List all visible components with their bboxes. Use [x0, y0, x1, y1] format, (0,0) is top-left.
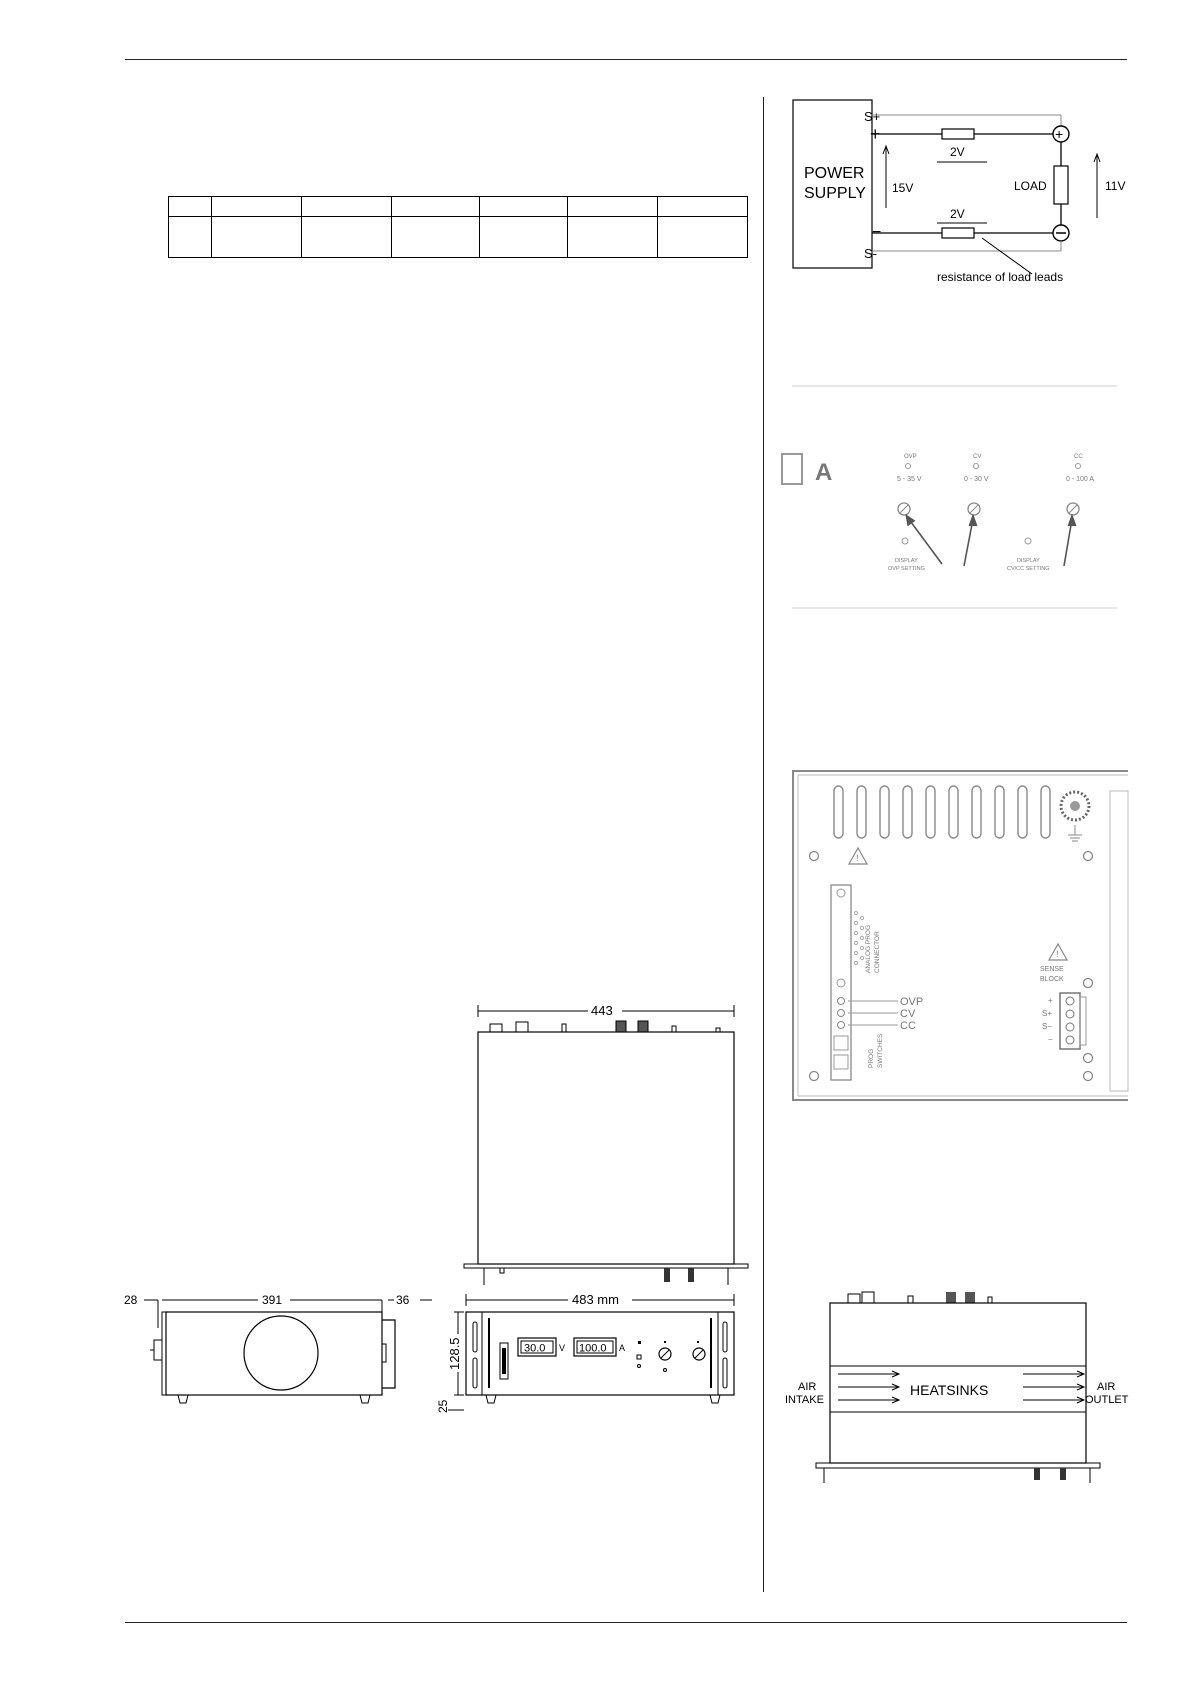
front-fitting — [500, 1268, 504, 1273]
pin — [860, 946, 863, 949]
rear-fitting — [848, 1294, 860, 1303]
front-panel-edge — [162, 1312, 166, 1395]
rack-slot — [473, 1322, 477, 1352]
power-supply-label: SUPPLY — [804, 185, 866, 202]
rear-fitting — [516, 1022, 528, 1032]
indicator-led — [697, 1341, 699, 1343]
rear-fitting — [862, 1292, 874, 1303]
leads-pointer — [982, 238, 1032, 274]
indicator-led — [664, 1341, 666, 1343]
table-cell — [169, 197, 212, 217]
ovp-pot[interactable] — [838, 998, 845, 1005]
front-knob — [1060, 1468, 1066, 1480]
lead-resistor-bottom — [942, 228, 974, 238]
foot — [710, 1395, 720, 1403]
table-cell — [302, 217, 392, 258]
heatsinks-label: HEATSINKS — [910, 1382, 989, 1398]
pin — [854, 911, 857, 914]
display-cvcc-button[interactable] — [1025, 538, 1031, 544]
column-divider — [763, 97, 764, 1592]
airflow-diagram — [785, 1288, 1138, 1483]
rear-fitting — [672, 1026, 676, 1032]
side-left-dimension: 28 — [124, 1293, 138, 1307]
top-view-body — [478, 1032, 734, 1264]
side-right-dimension: 36 — [396, 1293, 410, 1307]
plus-label: + — [870, 124, 881, 144]
s-plus-label: S+ — [864, 109, 881, 124]
warning-mark: ! — [856, 853, 859, 863]
analog-connector-label: CONNECTOR — [874, 931, 881, 973]
connector-screw — [837, 889, 845, 897]
current-unit: A — [619, 1343, 626, 1353]
cc-pot-label: CC — [900, 1020, 916, 1032]
vent-slot — [949, 786, 958, 838]
display-window — [782, 454, 802, 484]
front-handle — [488, 1318, 490, 1388]
display-cvcc-label: CV/CC SETTING — [1007, 566, 1050, 572]
connector-pins — [854, 911, 863, 964]
table-cell — [658, 217, 748, 258]
sense-block-label: SENSE — [1040, 966, 1064, 973]
table-cell — [169, 217, 212, 258]
cv-label: CV — [973, 454, 982, 460]
vent-slot — [995, 786, 1004, 838]
ovp-range: 5 - 35 V — [897, 476, 922, 483]
table-cell — [480, 197, 568, 217]
rear-terminal — [616, 1021, 626, 1032]
ovp-pot-label: OVP — [900, 996, 924, 1008]
sense-s-plus-label: S+ — [1042, 1009, 1053, 1018]
vent-slot — [1018, 786, 1027, 838]
cc-range: 0 - 100 A — [1066, 476, 1095, 483]
unit-letter: A — [815, 459, 833, 486]
mounting-hole — [1084, 1072, 1093, 1081]
remote-sense-circuit — [792, 98, 1132, 288]
cc-label: CC — [1074, 454, 1083, 460]
analog-prog-connector[interactable] — [831, 885, 851, 1080]
supply-voltage-label: 15V — [892, 181, 914, 195]
pin — [854, 951, 857, 954]
foot — [486, 1395, 496, 1403]
indicator-led — [638, 1341, 641, 1344]
pin — [860, 916, 863, 919]
rack-slot — [723, 1322, 727, 1352]
table-cell — [658, 197, 748, 217]
spec-table — [168, 196, 748, 258]
drop-bottom-label: 2V — [950, 207, 965, 221]
knob-mark — [695, 1350, 703, 1358]
front-knob — [688, 1268, 694, 1282]
front-height-label: 128.5 — [447, 1337, 462, 1370]
display-ovp-label: OVP SETTING — [888, 566, 925, 572]
rack-slot — [723, 1358, 727, 1388]
rear-fitting — [562, 1024, 566, 1032]
power-supply-box — [793, 100, 872, 268]
cv-pot[interactable] — [838, 1010, 845, 1017]
terminal-screw — [1066, 997, 1074, 1005]
air-outlet-label: AIR — [1097, 1381, 1116, 1393]
knob-mark — [661, 1350, 669, 1358]
rear-fitting — [988, 1297, 992, 1303]
vent-slot — [926, 786, 935, 838]
rear-fitting — [908, 1296, 913, 1303]
ovp-led — [906, 464, 911, 469]
rear-terminal — [965, 1292, 975, 1303]
cv-pot-label: CV — [900, 1008, 916, 1020]
indicator-led — [638, 1365, 641, 1368]
front-knob — [154, 1340, 162, 1360]
table-cell — [392, 197, 480, 217]
table-cell — [480, 217, 568, 258]
vent-slot — [972, 786, 981, 838]
table-cell — [212, 197, 302, 217]
prog-switch[interactable] — [834, 1036, 848, 1050]
rear-fitting — [490, 1024, 502, 1032]
front-view-drawing — [438, 1288, 748, 1413]
prog-switch[interactable] — [834, 1055, 848, 1069]
cv-led — [974, 464, 979, 469]
fan-outline — [244, 1316, 318, 1390]
pointer-arrow — [1064, 519, 1072, 566]
pin — [854, 941, 857, 944]
cc-led — [1076, 464, 1081, 469]
pin — [860, 956, 863, 959]
header-rule — [125, 59, 1127, 60]
rear-terminal — [946, 1292, 956, 1303]
load-resistor — [1054, 166, 1068, 204]
rear-terminal — [638, 1021, 648, 1032]
sense-plus-label: + — [1048, 996, 1053, 1005]
display-ovp-label: DISPLAY — [895, 558, 918, 564]
top-width-label: 443 — [591, 1003, 613, 1018]
outlet-arrows — [1023, 1371, 1084, 1403]
prog-switches-label: SWITCHES — [877, 1033, 884, 1068]
drop-top-label: 2V — [950, 145, 965, 159]
screw-slot — [970, 505, 978, 513]
warning-mark: ! — [1056, 949, 1059, 959]
table-cell — [392, 217, 480, 258]
front-panel-edge — [816, 1463, 1100, 1468]
side-frame — [1110, 791, 1128, 1091]
sense-minus-label: − — [1048, 1035, 1053, 1044]
mounting-hole — [1084, 979, 1093, 988]
rear-panel — [788, 763, 1128, 1108]
display-ovp-button[interactable] — [902, 538, 908, 544]
air-outlet-label: OUTLET — [1085, 1394, 1129, 1406]
table-cell — [568, 217, 658, 258]
pin — [860, 926, 863, 929]
vent-slot — [880, 786, 889, 838]
minus-label: − — [872, 224, 882, 241]
s-minus-label: S- — [864, 246, 877, 261]
sense-terminal-block[interactable] — [1060, 993, 1080, 1049]
leads-caption: resistance of load leads — [937, 270, 1064, 284]
front-handle — [710, 1318, 712, 1388]
foot — [178, 1395, 188, 1403]
cc-pot[interactable] — [838, 1022, 845, 1029]
sense-s-minus-label: S− — [1042, 1022, 1053, 1031]
indicator-led — [664, 1369, 667, 1372]
foot — [360, 1395, 370, 1403]
top-view-drawing — [464, 1005, 744, 1295]
pin — [854, 931, 857, 934]
terminal-screw — [1066, 1036, 1074, 1044]
analog-connector-label: ANALOG PROG — [865, 924, 872, 973]
side-view-drawing — [120, 1288, 440, 1403]
mounting-hole — [810, 852, 819, 861]
pin — [854, 921, 857, 924]
vent-slot — [834, 786, 843, 838]
front-panel-detail — [792, 386, 1117, 611]
terminal-screw — [1066, 1010, 1074, 1018]
mounting-hole — [810, 1072, 819, 1081]
vent-slot — [1041, 786, 1050, 838]
mounting-hole — [1084, 852, 1093, 861]
feet-height-label: 25 — [436, 1399, 450, 1413]
pin — [860, 936, 863, 939]
cv-range: 0 - 30 V — [964, 476, 989, 483]
table-cell — [568, 197, 658, 217]
terminal-plus: + — [1055, 126, 1064, 142]
stud-center — [1070, 801, 1080, 811]
ovp-label: OVP — [904, 454, 917, 460]
voltage-unit: V — [559, 1343, 566, 1353]
table-cell — [302, 197, 392, 217]
side-view-body — [166, 1312, 382, 1395]
load-label: LOAD — [1014, 179, 1047, 193]
power-supply-label: POWER — [804, 165, 865, 182]
pointer-arrow — [964, 519, 973, 566]
current-readout: 100.0 — [579, 1342, 607, 1355]
intake-arrows — [838, 1371, 899, 1403]
screw-slot — [1069, 505, 1077, 513]
arrow-head — [969, 515, 977, 526]
voltage-readout: 30.0 — [524, 1342, 546, 1355]
vent-slots — [834, 786, 1050, 838]
front-knob — [1034, 1468, 1040, 1480]
lead-resistor-top — [942, 129, 974, 139]
sense-block-label: BLOCK — [1040, 976, 1064, 983]
mounting-hole — [1084, 1054, 1093, 1063]
vent-slot — [903, 786, 912, 838]
pin — [854, 961, 857, 964]
front-width-label: 483 mm — [572, 1292, 619, 1307]
connector-screw — [837, 979, 845, 987]
terminal-block-side — [1080, 997, 1086, 1045]
rear-fitting — [382, 1344, 386, 1362]
prog-switches-label: PROG — [868, 1048, 875, 1068]
footer-rule — [125, 1622, 1127, 1623]
air-intake-label: INTAKE — [785, 1394, 824, 1406]
air-intake-label: AIR — [798, 1381, 817, 1393]
ground-icon — [1068, 825, 1082, 841]
switch-rocker — [502, 1348, 506, 1374]
front-knob — [664, 1268, 670, 1282]
rack-slot — [473, 1358, 477, 1388]
terminal-screw — [1066, 1023, 1074, 1031]
load-voltage-label: 11V — [1105, 179, 1126, 193]
table-row — [169, 217, 748, 258]
screw-slot — [900, 505, 908, 513]
rear-handle — [382, 1320, 395, 1388]
arrow-head — [1068, 515, 1076, 526]
side-depth-label: 391 — [262, 1293, 283, 1307]
display-cvcc-label: DISPLAY — [1017, 558, 1040, 564]
indicator-led — [637, 1355, 641, 1359]
vent-slot — [857, 786, 866, 838]
table-cell — [212, 217, 302, 258]
table-row — [169, 197, 748, 217]
